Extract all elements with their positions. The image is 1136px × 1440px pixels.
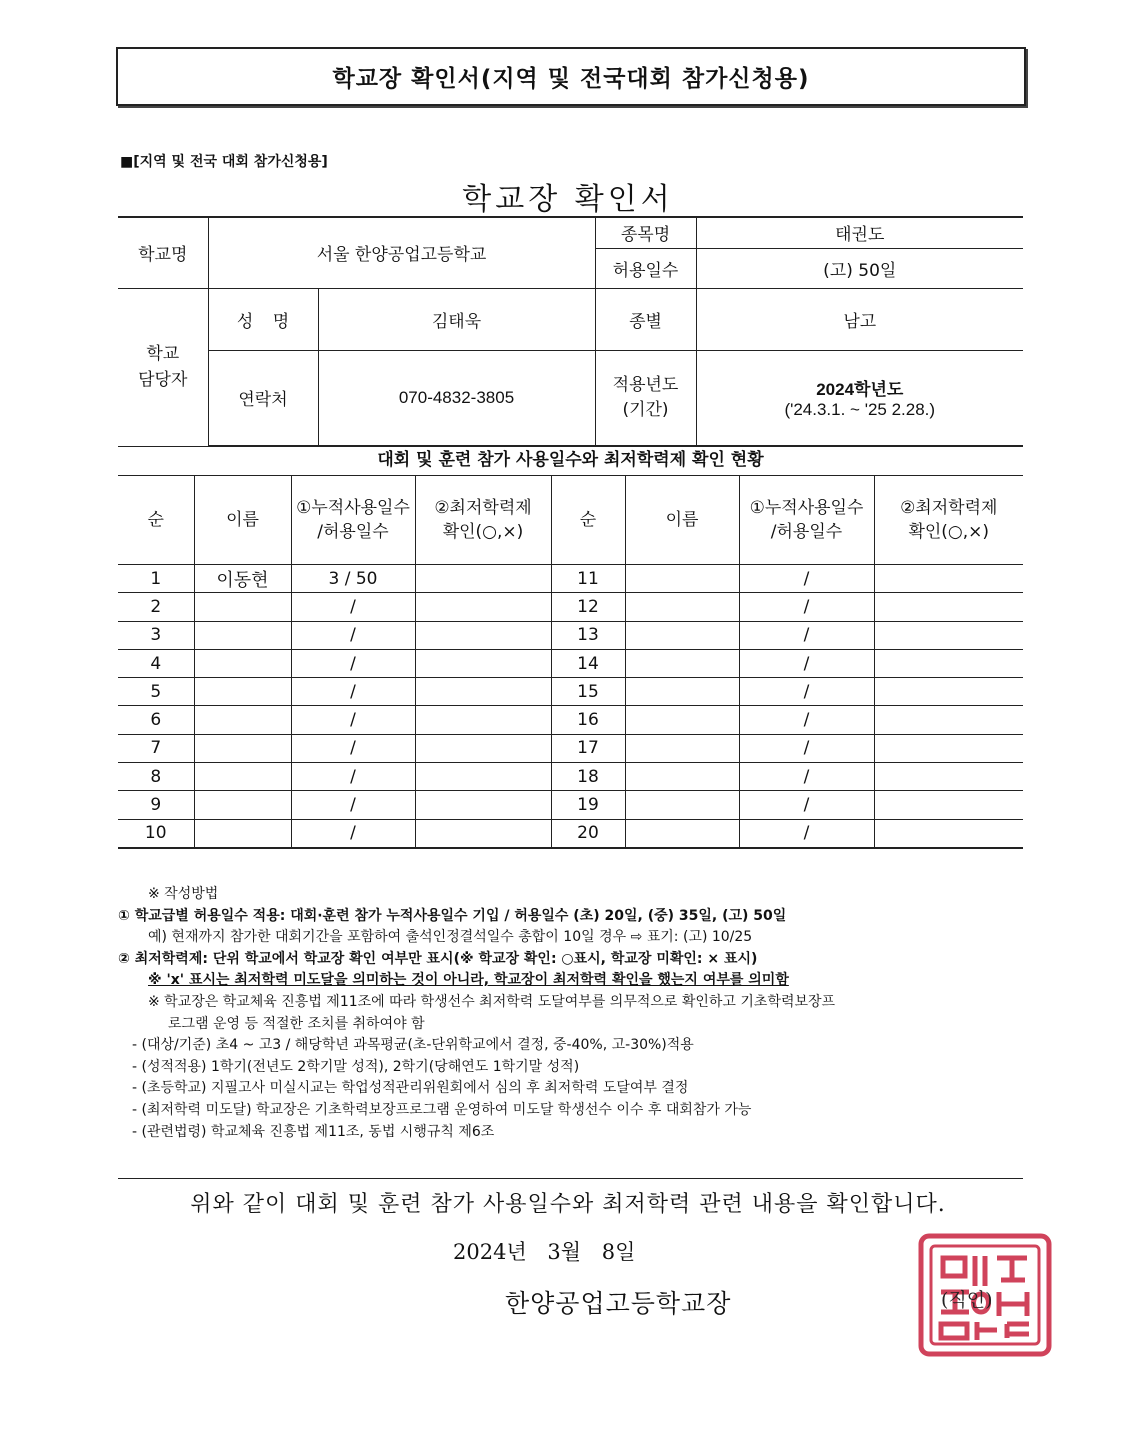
school-label: 학교명	[118, 217, 208, 288]
cell-check	[415, 678, 551, 706]
cell-check	[874, 734, 1023, 762]
days-value: (고) 50일	[696, 248, 1023, 288]
table-row	[118, 565, 1023, 593]
cell-name	[194, 621, 291, 649]
cell-no: 18	[551, 763, 625, 791]
note-dash-2: - (성적적용) 1학기(전년도 2학기말 성적), 2학기(당해연도 1학기말 성적)	[132, 1058, 580, 1075]
cell-days: /	[739, 593, 874, 621]
cell-days: /	[739, 734, 874, 762]
cell-name	[625, 763, 739, 791]
table-row	[118, 819, 1023, 848]
days-label: 허용일수	[595, 248, 696, 288]
cell-no: 3	[118, 621, 194, 649]
year-cell	[696, 350, 1023, 446]
cell-name: 이동현	[194, 565, 291, 593]
name-value: 김태욱	[318, 288, 595, 350]
cell-no: 12	[551, 593, 625, 621]
cell-days: /	[291, 649, 415, 677]
cell-no: 11	[551, 565, 625, 593]
cell-no: 17	[551, 734, 625, 762]
cell-days: /	[291, 678, 415, 706]
cell-check	[415, 819, 551, 848]
cell-no: 9	[118, 791, 194, 819]
cell-no: 20	[551, 819, 625, 848]
cell-days: 3 / 50	[291, 565, 415, 593]
cell-check	[415, 734, 551, 762]
cell-name	[625, 678, 739, 706]
header-name: 이름	[194, 476, 291, 565]
cell-name	[194, 593, 291, 621]
name-label: 성 명	[208, 288, 318, 350]
cell-days: /	[739, 621, 874, 649]
cell-name	[625, 593, 739, 621]
note-2-a: ※ 'x' 표시는 최저학력 미도달을 의미하는 것이 아니라, 학교장이 최저학력 확인을 했는지 여부를 의미함	[148, 972, 789, 989]
cell-days: /	[291, 791, 415, 819]
cell-name	[625, 565, 739, 593]
table-row	[118, 678, 1023, 706]
table-row	[118, 649, 1023, 677]
cell-days: /	[291, 706, 415, 734]
header-no: 순	[118, 476, 194, 565]
cell-check	[874, 565, 1023, 593]
cell-days: /	[291, 621, 415, 649]
cell-days: /	[739, 763, 874, 791]
cell-days: /	[291, 763, 415, 791]
header-no: 순	[551, 476, 625, 565]
seal-label: (직인)	[941, 1289, 993, 1311]
cell-check	[415, 791, 551, 819]
cell-days: /	[739, 678, 874, 706]
manager-label: 학교 담당자	[118, 288, 208, 446]
form-tag: ■[지역 및 전국 대회 참가신청용]	[120, 154, 328, 170]
header-check: ②최저학력제 확인(○,×)	[874, 476, 1023, 565]
cell-days: /	[739, 649, 874, 677]
cell-days: /	[739, 565, 874, 593]
cell-name	[194, 763, 291, 791]
notes-heading: ※ 작성방법	[148, 886, 219, 902]
cell-days: /	[739, 819, 874, 848]
category-label: 종별	[595, 288, 696, 350]
table-row	[118, 593, 1023, 621]
section-title: 대회 및 훈련 참가 사용일수와 최저학력제 확인 현황	[118, 445, 1023, 476]
event-label: 종목명	[595, 217, 696, 248]
note-2-b1: ※ 학교장은 학교체육 진흥법 제11조에 따라 학생선수 최저학력 도달여부를 의무적으로 확인하고 기초학력보장프	[148, 993, 836, 1010]
note-dash-3: - (초등학교) 지필고사 미실시교는 학업성적관리위원회에서 심의 후 최저학력 도달여부 결정	[132, 1080, 689, 1097]
cell-name	[194, 734, 291, 762]
cell-name	[194, 706, 291, 734]
note-1-example: 예) 현재까지 참가한 대회기간을 포함하여 출석인정결석일수 총합이 10일 경우 ⇨ 표기: (고) 10/25	[148, 929, 753, 946]
table-row	[118, 734, 1023, 762]
note-dash-5: - (관련법령) 학교체육 진흥법 제11조, 동법 시행규칙 제6조	[132, 1123, 495, 1140]
cell-days: /	[739, 791, 874, 819]
header-days: ①누적사용일수 /허용일수	[291, 476, 415, 565]
cell-check	[415, 621, 551, 649]
cell-no: 16	[551, 706, 625, 734]
note-2-b2: 로그램 운영 등 적절한 조치를 취하여야 함	[168, 1015, 425, 1032]
cell-no: 19	[551, 791, 625, 819]
usage-table	[118, 475, 1023, 849]
header-check: ②최저학력제 확인(○,×)	[415, 476, 551, 565]
school-value: 서울 한양공업고등학교	[208, 217, 595, 288]
cell-name	[625, 819, 739, 848]
year-label: 적용년도 (기간)	[595, 350, 696, 446]
table-row	[118, 763, 1023, 791]
cell-days: /	[739, 706, 874, 734]
cell-name	[194, 819, 291, 848]
cell-no: 10	[118, 819, 194, 848]
cell-check	[874, 763, 1023, 791]
principal-signature: 한양공업고등학교장	[505, 1289, 732, 1318]
cell-no: 4	[118, 649, 194, 677]
event-value: 태권도	[696, 217, 1023, 248]
issue-date: 2024년 3월 8일	[453, 1240, 636, 1264]
cell-no: 6	[118, 706, 194, 734]
cell-no: 2	[118, 593, 194, 621]
cell-check	[415, 763, 551, 791]
divider	[118, 1178, 1023, 1179]
notes	[118, 884, 1023, 1143]
cell-name	[194, 791, 291, 819]
cell-check	[415, 565, 551, 593]
cell-days: /	[291, 734, 415, 762]
cell-check	[874, 593, 1023, 621]
cell-no: 8	[118, 763, 194, 791]
cell-no: 13	[551, 621, 625, 649]
category-value: 남고	[696, 288, 1023, 350]
cell-no: 5	[118, 678, 194, 706]
cell-check	[415, 593, 551, 621]
cell-name	[625, 734, 739, 762]
cell-name	[625, 649, 739, 677]
note-2: ② 최저학력제: 단위 학교에서 학교장 확인 여부만 표시(※ 학교장 확인: ○표시, 학교장 미확인: × 표시)	[118, 950, 758, 967]
cell-name	[625, 791, 739, 819]
form-title-box	[116, 47, 1026, 106]
cell-name	[625, 706, 739, 734]
cell-no: 7	[118, 734, 194, 762]
cell-name	[625, 621, 739, 649]
table-row	[118, 706, 1023, 734]
contact-label: 연락처	[208, 350, 318, 446]
cell-check	[874, 678, 1023, 706]
cell-days: /	[291, 593, 415, 621]
period-value: ('24.3.1. ~ '25 2.28.)	[784, 400, 936, 420]
contact-value: 070-4832-3805	[318, 350, 595, 446]
note-dash-4: - (최저학력 미도달) 학교장은 기초학력보장프로그램 운영하여 미도달 학생선수 이수 후 대회참가 가능	[132, 1101, 752, 1118]
cell-check	[874, 621, 1023, 649]
document-title: 학교장 확인서	[462, 182, 674, 217]
table-row	[118, 791, 1023, 819]
header-days: ①누적사용일수 /허용일수	[739, 476, 874, 565]
note-1: ① 학교급별 허용일수 적용: 대회·훈련 참가 누적사용일수 기입 / 허용일수 (초) 20일, (중) 35일, (고) 50일	[118, 907, 787, 924]
info-table	[118, 216, 1023, 447]
cell-check	[415, 706, 551, 734]
form-title: 학교장 확인서(지역 및 전국대회 참가신청용)	[332, 66, 810, 92]
cell-no: 14	[551, 649, 625, 677]
note-dash-1: - (대상/기준) 초4 ~ 고3 / 해당학년 과목평균(초-단위학교에서 결정, 중-40%, 고-30%)적용	[132, 1037, 694, 1054]
year-value: 2024학년도	[816, 380, 904, 400]
cell-no: 1	[118, 565, 194, 593]
cell-check	[415, 649, 551, 677]
header-name: 이름	[625, 476, 739, 565]
cell-name	[194, 678, 291, 706]
cell-check	[874, 819, 1023, 848]
cell-check	[874, 649, 1023, 677]
table-row	[118, 621, 1023, 649]
cell-name	[194, 649, 291, 677]
cell-check	[874, 791, 1023, 819]
cell-check	[874, 706, 1023, 734]
cell-no: 15	[551, 678, 625, 706]
cell-days: /	[291, 819, 415, 848]
confirmation-text: 위와 같이 대회 및 훈련 참가 사용일수와 최저학력 관련 내용을 확인합니다.	[190, 1192, 946, 1217]
